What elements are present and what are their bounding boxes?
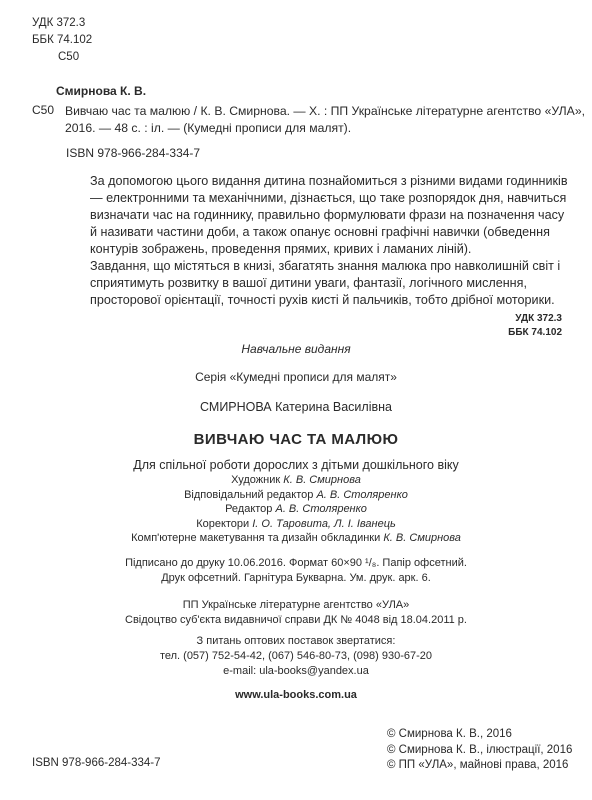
credit-line xyxy=(0,517,592,532)
author-fullname: СМИРНОВА Катерина Василівна xyxy=(200,400,392,414)
series-name: Серія «Кумедні прописи для малят» xyxy=(195,370,397,384)
credit-name: К. В. Смирнова xyxy=(283,474,361,486)
bib-code: С50 xyxy=(32,103,55,117)
credit-line xyxy=(0,473,592,488)
credit-role: Відповідальний редактор xyxy=(184,488,314,501)
credit-role: Художник xyxy=(231,474,281,486)
description-paragraph: За допомогою цього видання дитина познайомиться з різними видами годинників — електронними та механічними, дізнається, що таке розпорядок дня, навчиться визначати час на годиннику, правильно формулювати фрази на позначення часу й називати частини доби, а також опанує основні графічні навички (обведення контурів зображень, проведення прямих, кривих і ламаних ліній). xyxy=(90,174,568,256)
classification-block xyxy=(32,15,92,66)
description xyxy=(90,173,570,309)
bbk-code-right: ББК 74.102 xyxy=(508,327,562,338)
contacts xyxy=(0,634,592,679)
isbn-bottom: ISBN 978-966-284-334-7 xyxy=(32,757,161,769)
credit-line xyxy=(0,488,592,503)
publisher-license: Свідоцтво суб'єкта видавничої справи ДК № 4048 від 18.04.2011 р. xyxy=(125,614,467,626)
bibliographic-record: Вивчаю час та малюю / К. В. Смирнова. — Х. : ПП Українське літературне агентство «УЛА», 2016. — 48 с. : іл. — (Кумедні прописи для малят). xyxy=(65,104,585,135)
udk-code-right: УДК 372.3 xyxy=(515,313,562,324)
print-line: Друк офсетний. Гарнітура Букварна. Ум. друк. арк. 6. xyxy=(161,572,431,584)
credit-name: І. О. Таровита, Л. І. Іванець xyxy=(252,517,396,530)
credits-block xyxy=(0,473,592,546)
book-title: ВИВЧАЮ ЧАС ТА МАЛЮЮ xyxy=(193,431,399,448)
contacts-email: e-mail: ula-books@yandex.ua xyxy=(223,665,369,677)
udk-code: УДК 372.3 xyxy=(32,17,86,29)
bbk-code: ББК 74.102 xyxy=(32,34,93,46)
credit-name: А. В. Столяренко xyxy=(275,503,367,515)
description-paragraph: Завдання, що містяться в книзі, збагатять знання малюка про навколишній світ і сприятимуть розвитку в вашої дитини уваги, фантазії, логічного мислення, просторової орієнтації, точності рухів кисті й пальчиків, тобто дрібної моторики. xyxy=(90,259,561,307)
publisher-name: ПП Українське літературне агентство «УЛА» xyxy=(182,599,410,611)
credit-role: Коректори xyxy=(196,517,250,530)
print-info xyxy=(0,556,592,586)
credit-line xyxy=(0,531,592,546)
copyright-line: © ПП «УЛА», майнові права, 2016 xyxy=(387,759,569,771)
isbn-top: ISBN 978-966-284-334-7 xyxy=(66,146,201,160)
copyright-line: © Смирнова К. В., ілюстрації, 2016 xyxy=(387,743,573,756)
author-mark-code: С50 xyxy=(58,51,80,63)
edition-kind: Навчальне видання xyxy=(241,342,351,356)
contacts-heading: З питань оптових поставок звертатися: xyxy=(196,635,396,647)
contacts-phones: тел. (057) 752-54-42, (067) 546-80-73, (098) 930-67-20 xyxy=(159,650,433,662)
print-line: Підписано до друку 10.06.2016. Формат 60×90 ¹/₈. Папір офсетний. xyxy=(125,557,467,569)
copyright-line: © Смирнова К. В., 2016 xyxy=(387,728,512,740)
credit-role: Комп'ютерне макетування та дизайн обкладинки xyxy=(131,532,381,544)
copyrights xyxy=(387,727,572,774)
credit-role: Редактор xyxy=(225,503,273,515)
book-subtitle: Для спільної роботи дорослих з дітьми дошкільного віку xyxy=(133,458,459,472)
author-heading: Смирнова К. В. xyxy=(56,84,147,98)
credit-name: А. В. Столяренко xyxy=(316,488,408,501)
website: www.ula-books.com.ua xyxy=(235,689,357,701)
credit-line xyxy=(0,502,592,517)
right-codes xyxy=(508,312,562,340)
publisher-info xyxy=(0,598,592,628)
credit-name: К. В. Смирнова xyxy=(383,532,461,544)
